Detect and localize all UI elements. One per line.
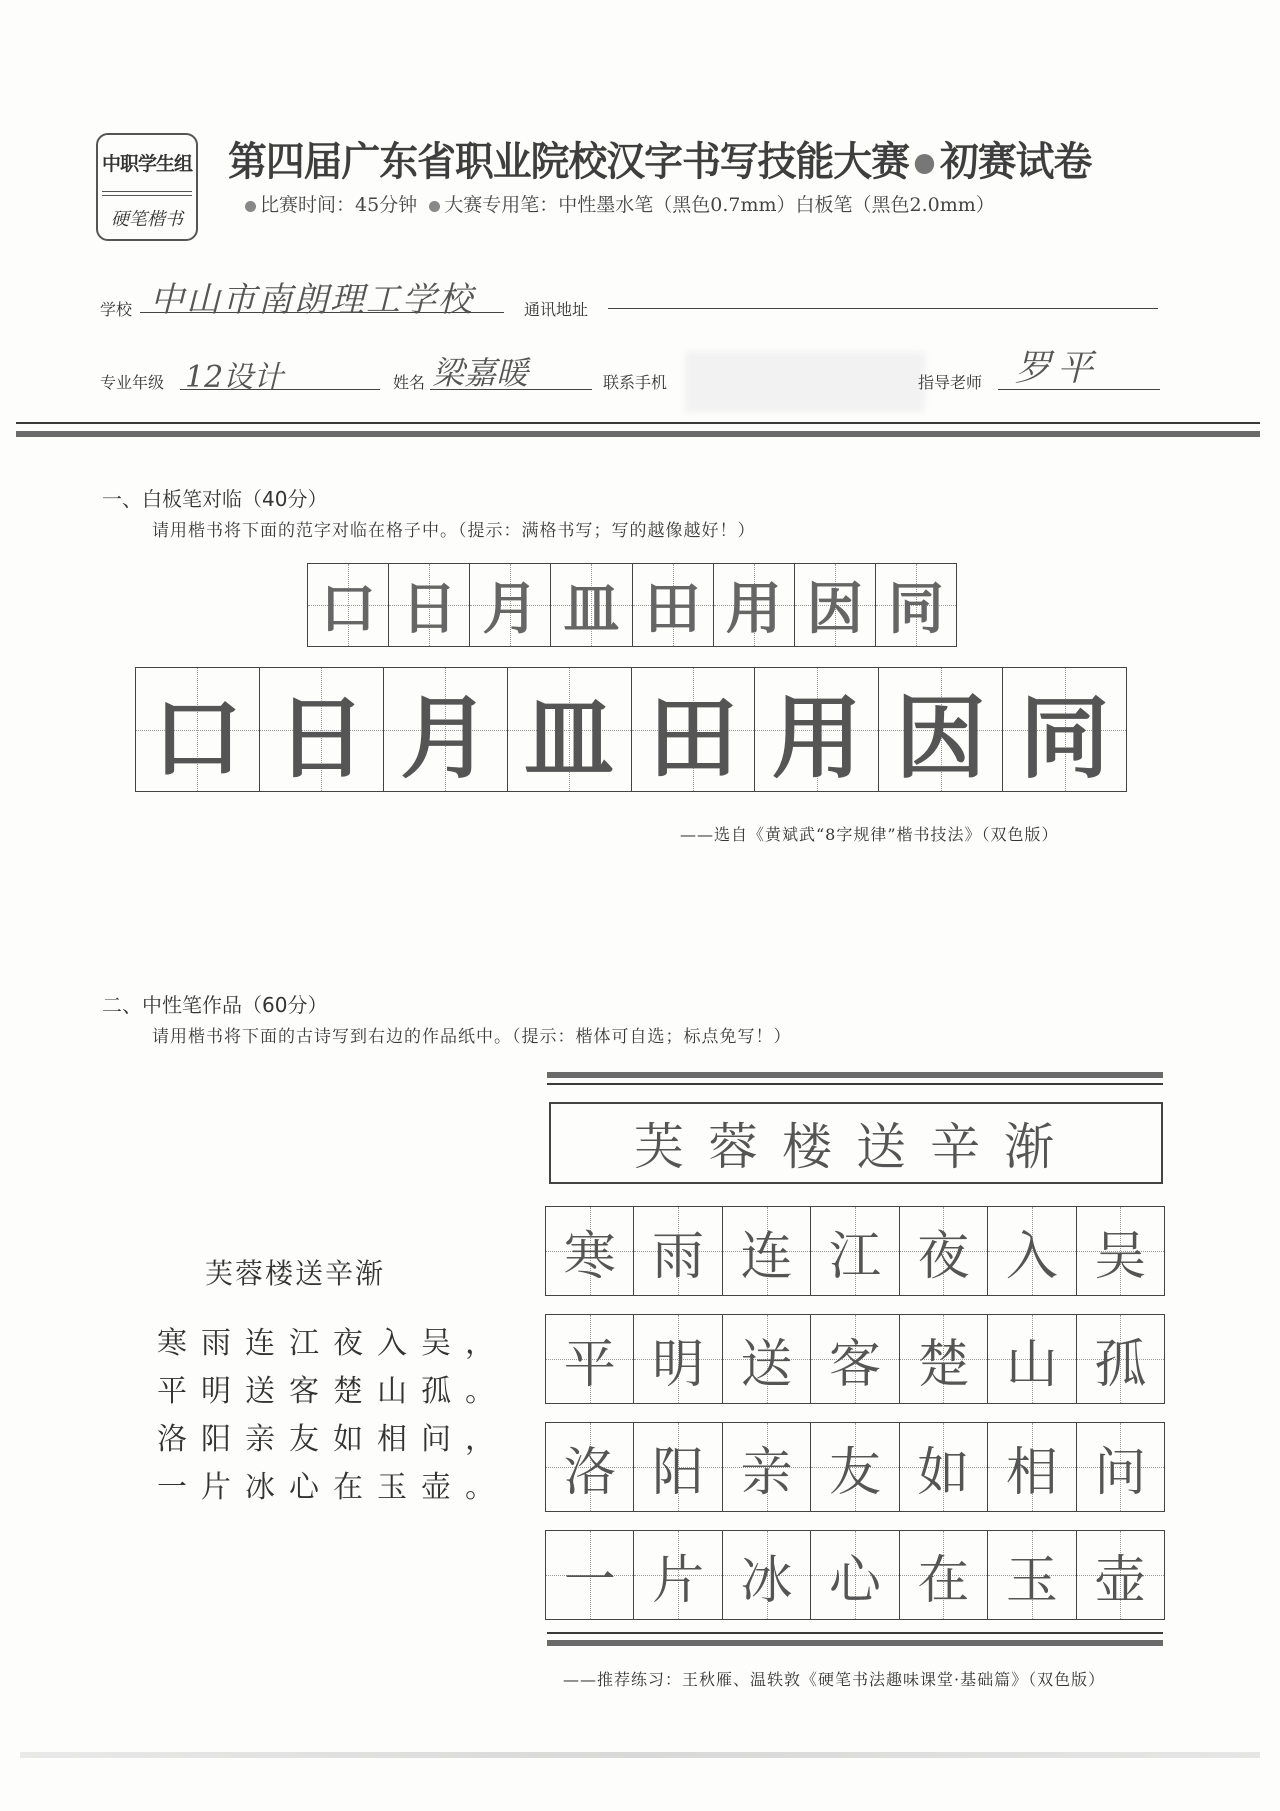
- exam-pens: 大赛专用笔：中性墨水笔（黑色0.7mm）白板笔（黑色2.0mm）: [444, 194, 995, 216]
- written-cell[interactable]: 楚: [900, 1315, 988, 1403]
- written-cell[interactable]: 相: [988, 1423, 1076, 1511]
- written-cell[interactable]: 寒: [546, 1207, 634, 1295]
- model-cell: 月: [470, 564, 551, 646]
- badge-divider: [102, 191, 192, 192]
- exam-time: 比赛时间：45分钟: [260, 194, 418, 216]
- written-cell[interactable]: 友: [811, 1423, 899, 1511]
- written-row[interactable]: [545, 1206, 1165, 1296]
- written-title-box[interactable]: [549, 1102, 1163, 1184]
- written-cell[interactable]: 片: [634, 1531, 722, 1619]
- worksheet-top-rule-thin: [547, 1083, 1163, 1085]
- model-char-grid: [307, 563, 957, 647]
- school-label: 学校: [100, 300, 133, 319]
- written-cell[interactable]: 如: [900, 1423, 988, 1511]
- scan-edge-artifact: [20, 1752, 1260, 1758]
- written-cell[interactable]: 客: [811, 1315, 899, 1403]
- header-divider-thick: [16, 431, 1260, 437]
- address-field[interactable]: [608, 308, 1158, 309]
- written-cell[interactable]: 明: [634, 1315, 722, 1403]
- written-cell[interactable]: 山: [988, 1315, 1076, 1403]
- header-divider-thin: [16, 422, 1260, 424]
- poem-line: 一片冰心在玉壶。: [157, 1470, 509, 1505]
- written-cell[interactable]: 壶: [1077, 1531, 1164, 1619]
- grade-label: 专业年级: [100, 373, 165, 392]
- title-main: 第四届广东省职业院校汉字书写技能大赛: [228, 139, 909, 185]
- model-cell: 同: [876, 564, 956, 646]
- written-row[interactable]: [545, 1314, 1165, 1404]
- written-cell[interactable]: 洛: [546, 1423, 634, 1511]
- written-cell[interactable]: 吴: [1077, 1207, 1164, 1295]
- practice-char-grid[interactable]: [135, 667, 1127, 792]
- name-value: 梁嘉暖: [432, 354, 529, 392]
- badge-divider: [102, 195, 192, 196]
- section1-credit: ——选自《黄斌武“8字规律”楷书技法》（双色版）: [680, 825, 1059, 844]
- written-cell[interactable]: 平: [546, 1315, 634, 1403]
- section1-heading: 一、白板笔对临（40分）: [102, 487, 328, 511]
- written-cell[interactable]: 孤: [1077, 1315, 1164, 1403]
- model-cell: 田: [633, 564, 714, 646]
- worksheet-bottom-rule-thin: [547, 1632, 1163, 1634]
- written-row[interactable]: [545, 1530, 1165, 1620]
- bullet-icon: [245, 201, 256, 212]
- worksheet-top-rule-thick: [547, 1072, 1163, 1078]
- group-badge: [96, 133, 198, 241]
- bullet-icon: [429, 201, 440, 212]
- exam-info: [245, 190, 995, 217]
- bullet-icon: [915, 154, 934, 174]
- teacher-label: 指导老师: [918, 373, 983, 392]
- written-row[interactable]: [545, 1422, 1165, 1512]
- phone-field-redacted[interactable]: [685, 352, 925, 412]
- title-suffix: 初赛试卷: [939, 139, 1092, 185]
- model-cell: 皿: [551, 564, 632, 646]
- poem-line: 寒雨连江夜入吴，: [157, 1326, 509, 1361]
- written-cell[interactable]: 心: [811, 1531, 899, 1619]
- teacher-value: 罗平: [1015, 348, 1100, 389]
- phone-label: 联系手机: [603, 373, 668, 392]
- model-cell: 口: [308, 564, 389, 646]
- written-cell[interactable]: 雨: [634, 1207, 722, 1295]
- badge-category-label: 硬笔楷书: [111, 209, 183, 230]
- poem-title: 芙蓉楼送辛渐: [205, 1257, 386, 1290]
- practice-cell[interactable]: 皿: [508, 668, 632, 791]
- page-title: [228, 130, 1091, 187]
- address-label: 通讯地址: [524, 300, 589, 319]
- grade-value: 12设计: [185, 360, 284, 395]
- model-cell: 因: [795, 564, 876, 646]
- section2-heading: 二、中性笔作品（60分）: [102, 993, 328, 1017]
- poem-line: 平明送客楚山孤。: [157, 1374, 509, 1409]
- school-value: 中山市南朗理工学校: [150, 280, 474, 320]
- practice-cell[interactable]: 月: [384, 668, 508, 791]
- written-cell[interactable]: 夜: [900, 1207, 988, 1295]
- written-cell[interactable]: 问: [1077, 1423, 1164, 1511]
- written-cell[interactable]: 入: [988, 1207, 1076, 1295]
- practice-cell[interactable]: 口: [136, 668, 260, 791]
- section2-instruction: 请用楷书将下面的古诗写到右边的作品纸中。（提示：楷体可自选；标点免写！）: [152, 1027, 792, 1047]
- practice-cell[interactable]: 日: [260, 668, 384, 791]
- worksheet-bottom-rule-thick: [547, 1640, 1163, 1646]
- written-cell[interactable]: 送: [723, 1315, 811, 1403]
- name-label: 姓名: [393, 373, 426, 392]
- model-cell: 用: [714, 564, 795, 646]
- written-cell[interactable]: 阳: [634, 1423, 722, 1511]
- written-cell[interactable]: 冰: [723, 1531, 811, 1619]
- practice-cell[interactable]: 田: [632, 668, 756, 791]
- written-cell[interactable]: 玉: [988, 1531, 1076, 1619]
- model-cell: 日: [389, 564, 470, 646]
- written-cell[interactable]: 连: [723, 1207, 811, 1295]
- written-cell[interactable]: 亲: [723, 1423, 811, 1511]
- practice-cell[interactable]: 同: [1003, 668, 1126, 791]
- section2-credit: ——推荐练习：王秋雁、温轶敦《硬笔书法趣味课堂·基础篇》（双色版）: [563, 1670, 1106, 1689]
- poem-line: 洛阳亲友如相问，: [157, 1422, 509, 1457]
- practice-cell[interactable]: 用: [755, 668, 879, 791]
- written-title: 芙蓉楼送辛渐: [634, 1118, 1078, 1176]
- section1-instruction: 请用楷书将下面的范字对临在格子中。（提示：满格书写；写的越像越好！）: [152, 521, 756, 541]
- practice-cell[interactable]: 因: [879, 668, 1003, 791]
- written-cell[interactable]: 一: [546, 1531, 634, 1619]
- written-cell[interactable]: 在: [900, 1531, 988, 1619]
- written-cell[interactable]: 江: [811, 1207, 899, 1295]
- badge-group-label: 中职学生组: [101, 153, 192, 175]
